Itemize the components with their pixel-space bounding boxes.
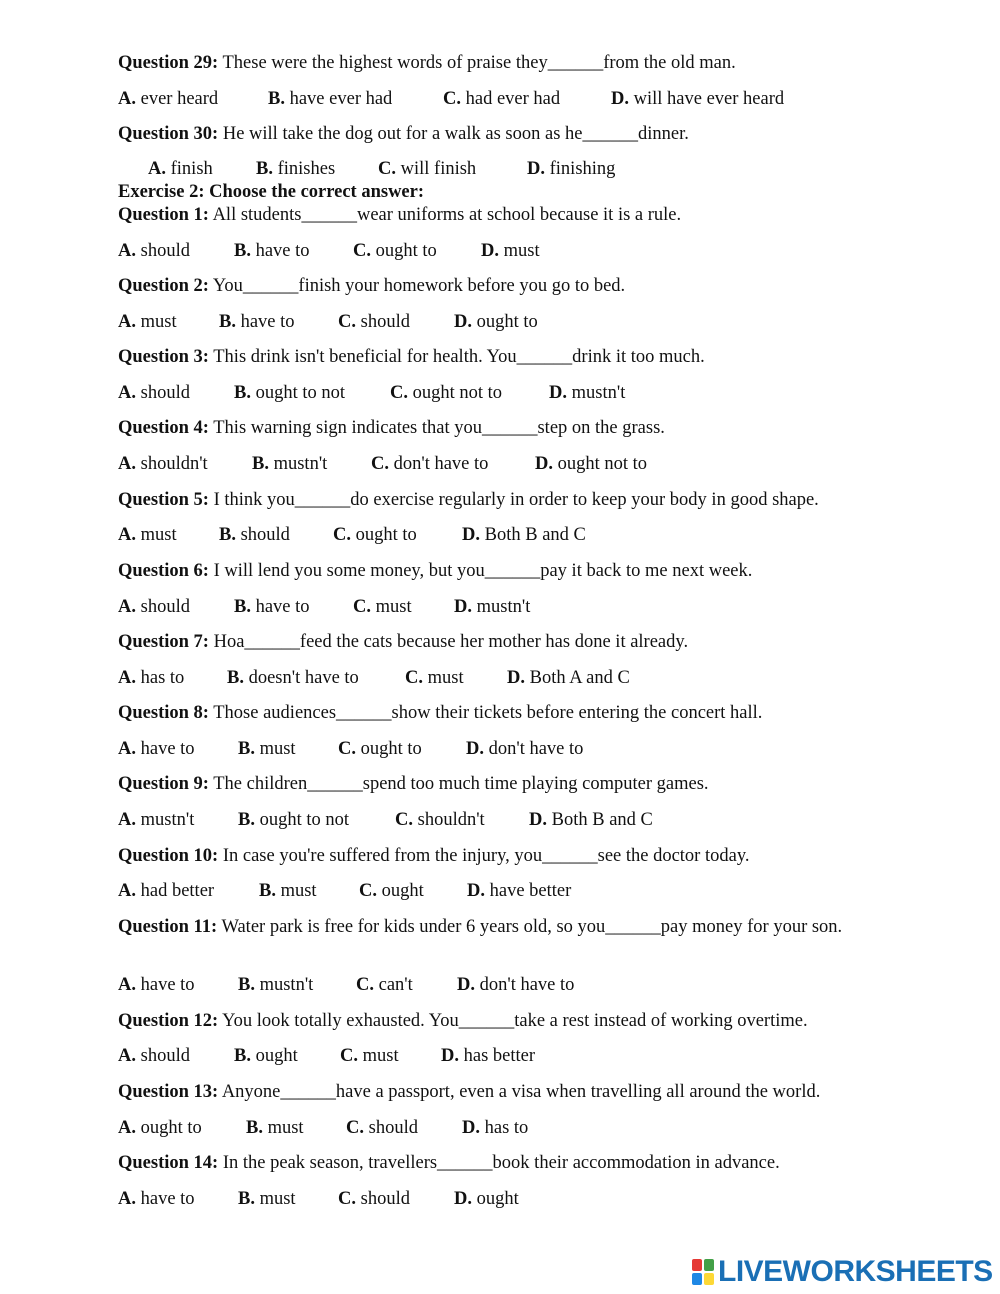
option-c[interactable]: C. should (346, 1118, 418, 1138)
option-a[interactable]: A. ought to (118, 1118, 202, 1138)
option-b[interactable]: B. ought (234, 1046, 298, 1066)
question-29 (118, 52, 736, 74)
option-c[interactable]: C. shouldn't (395, 810, 485, 830)
question-3: Question 3: This drink isn't beneficial for health. You______drink it too much. (118, 347, 705, 367)
option-a[interactable]: A. have to (118, 739, 195, 759)
question-8-options (118, 738, 583, 760)
option-c[interactable]: C. will finish (378, 159, 477, 179)
option-c[interactable]: C. must (353, 597, 412, 617)
option-d[interactable]: D. don't have to (457, 975, 575, 995)
question-11-options (118, 974, 574, 996)
question-11: Question 11: Water park is free for kids under 6 years old, so you______pay money for your son. (118, 917, 843, 937)
logo-square (704, 1273, 714, 1285)
question-1: Question 1: All students______wear uniforms at school because it is a rule. (118, 205, 682, 225)
option-d[interactable]: D. ought not to (535, 454, 648, 474)
question-3-options (118, 382, 625, 404)
option-d[interactable]: D. Both B and C (529, 810, 653, 830)
question-12-options (118, 1045, 535, 1067)
question-1-options (118, 240, 540, 262)
option-a[interactable]: A. must (118, 312, 177, 332)
logo-mark-icon (692, 1259, 714, 1285)
question-14-options (118, 1188, 519, 1210)
option-c[interactable]: C. ought to (338, 739, 422, 759)
option-b[interactable]: B. mustn't (252, 454, 328, 474)
question-5-options (118, 524, 586, 546)
question-4: Question 4: This warning sign indicates that you______step on the grass. (118, 418, 665, 438)
option-a[interactable]: A. should (118, 383, 190, 403)
option-a[interactable]: A. has to (118, 668, 185, 688)
question-text: He will take the dog out for a walk as soon as he______dinner. (218, 124, 689, 144)
question-10-options (118, 880, 571, 902)
option-a[interactable]: A. have to (118, 975, 195, 995)
question-5: Question 5: I think you______do exercise regularly in order to keep your body in good shape. (118, 490, 819, 510)
option-a[interactable]: A. ever heard (118, 89, 219, 109)
option-d[interactable]: D. must (481, 241, 540, 261)
option-b[interactable]: B. ought to not (238, 810, 350, 830)
question-7: Question 7: Hoa______feed the cats because her mother has done it already. (118, 632, 689, 652)
option-a[interactable]: A. had better (118, 881, 215, 901)
question-13: Question 13: Anyone______have a passport, even a visa when travelling all around the world. (118, 1082, 821, 1102)
question-7-options (118, 667, 630, 689)
option-b[interactable]: B. must (238, 1189, 296, 1209)
option-c[interactable]: C. must (405, 668, 464, 688)
question-9-options (118, 809, 653, 831)
question-10: Question 10: In case you're suffered from the injury, you______see the doctor today. (118, 846, 750, 866)
option-a[interactable]: A. must (118, 525, 177, 545)
question-30 (118, 123, 689, 145)
option-a[interactable]: A. should (118, 241, 190, 261)
question-13-options (118, 1117, 528, 1139)
option-b[interactable]: B. doesn't have to (227, 668, 359, 688)
option-a[interactable]: A. have to (118, 1189, 195, 1209)
option-c[interactable]: C. should (338, 312, 410, 332)
option-d[interactable]: D. has better (441, 1046, 536, 1066)
question-29-options (118, 88, 784, 110)
option-c[interactable]: C. can't (356, 975, 413, 995)
question-14: Question 14: In the peak season, travellers______book their accommodation in advance. (118, 1153, 780, 1173)
option-b[interactable]: B. have to (219, 312, 295, 332)
question-30-options (148, 158, 615, 180)
option-d[interactable]: D. Both A and C (507, 668, 630, 688)
option-a[interactable]: A. mustn't (118, 810, 195, 830)
liveworksheets-logo (692, 1255, 993, 1289)
question-text: These were the highest words of praise they______from the old man. (218, 53, 736, 73)
question-6-options (118, 596, 530, 618)
question-2-options (118, 311, 538, 333)
option-b[interactable]: B. must (246, 1118, 304, 1138)
option-a[interactable]: A. finish (148, 159, 213, 179)
option-b[interactable]: B. finishes (256, 159, 336, 179)
question-12: Question 12: You look totally exhausted. You______take a rest instead of working overtime. (118, 1011, 808, 1031)
option-c[interactable]: C. should (338, 1189, 410, 1209)
option-a[interactable]: A. should (118, 1046, 190, 1066)
option-d[interactable]: D. finishing (527, 159, 616, 179)
option-b[interactable]: B. have ever had (268, 89, 393, 109)
option-b[interactable]: B. mustn't (238, 975, 314, 995)
option-c[interactable]: C. had ever had (443, 89, 561, 109)
question-4-options (118, 453, 647, 475)
logo-square (692, 1273, 702, 1285)
option-c[interactable]: C. ought to (333, 525, 417, 545)
question-6: Question 6: I will lend you some money, but you______pay it back to me next week. (118, 561, 753, 581)
option-a[interactable]: A. shouldn't (118, 454, 208, 474)
question-2: Question 2: You______finish your homework before you go to bed. (118, 276, 626, 296)
option-a[interactable]: A. should (118, 597, 190, 617)
question-9: Question 9: The children______spend too much time playing computer games. (118, 774, 709, 794)
option-c[interactable]: C. ought (359, 881, 424, 901)
option-d[interactable]: D. will have ever heard (611, 89, 785, 109)
exercise-heading: Exercise 2: Choose the correct answer: (118, 182, 425, 202)
logo-square (692, 1259, 702, 1271)
logo-text: LIVEWORKSHEETS (718, 1255, 993, 1288)
option-d[interactable]: D. Both B and C (462, 525, 586, 545)
logo-square (704, 1259, 714, 1271)
option-c[interactable]: C. don't have to (371, 454, 489, 474)
option-b[interactable]: B. must (238, 739, 296, 759)
option-b[interactable]: B. should (219, 525, 290, 545)
option-d[interactable]: D. mustn't (454, 597, 531, 617)
question-number: Question 30: (118, 124, 219, 144)
option-d[interactable]: D. ought to (454, 312, 538, 332)
option-b[interactable]: B. have to (234, 241, 310, 261)
option-d[interactable]: D. ought (454, 1189, 519, 1209)
option-d[interactable]: D. mustn't (549, 383, 626, 403)
option-c[interactable]: C. must (340, 1046, 399, 1066)
question-number: Question 29: (118, 53, 219, 73)
option-c[interactable]: C. ought not to (390, 383, 503, 403)
option-d[interactable]: D. don't have to (466, 739, 584, 759)
question-8: Question 8: Those audiences______show their tickets before entering the concert hall. (118, 703, 763, 723)
option-b[interactable]: B. have to (234, 597, 310, 617)
option-d[interactable]: D. have better (467, 881, 572, 901)
option-b[interactable]: B. must (259, 881, 317, 901)
option-d[interactable]: D. has to (462, 1118, 529, 1138)
option-c[interactable]: C. ought to (353, 241, 437, 261)
option-b[interactable]: B. ought to not (234, 383, 346, 403)
